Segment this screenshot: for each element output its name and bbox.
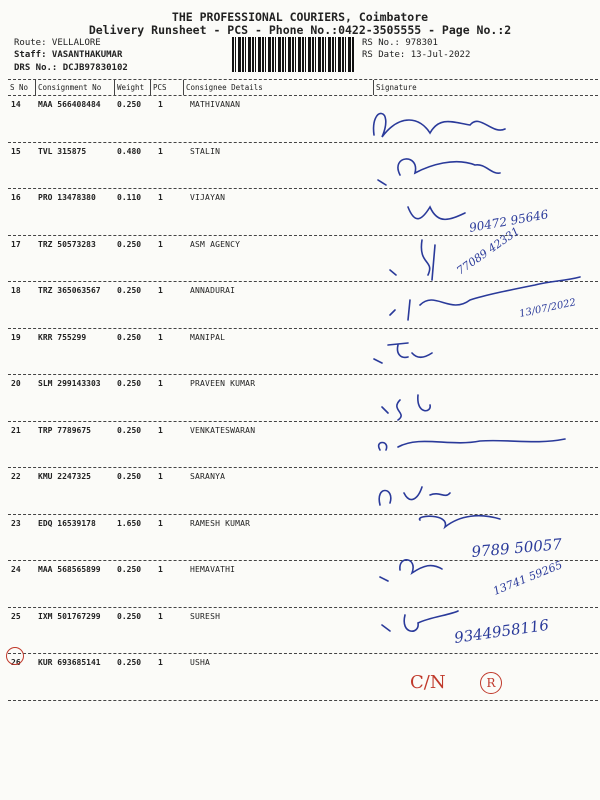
row-sno: 25 <box>11 611 21 621</box>
signature-24 <box>380 560 442 581</box>
row-pcs: 1 <box>158 286 163 295</box>
row-pcs: 1 <box>158 565 163 574</box>
row-sno: 17 <box>11 239 21 249</box>
route-label: Route: VELLALORE <box>14 38 101 48</box>
row-sno: 20 <box>11 379 21 388</box>
row-consignment-no: TRZ 50573283 <box>38 239 96 249</box>
row-consignment-no: IXM 501767299 <box>38 611 101 621</box>
column-divider <box>150 80 151 95</box>
row-weight: 0.250 <box>117 425 142 435</box>
signature-15 <box>378 159 500 185</box>
column-divider <box>373 80 374 95</box>
row-pcs: 1 <box>158 100 163 109</box>
row-pcs: 1 <box>158 518 163 528</box>
row-pcs: 1 <box>158 611 163 621</box>
row-weight: 0.250 <box>117 658 142 667</box>
row-weight: 0.110 <box>117 193 142 202</box>
row-consignment-no: TRP 7789675 <box>38 425 91 435</box>
drs-number: DRS No.: DCJB97830102 <box>14 63 128 73</box>
row-consignment-no: KMU 2247325 <box>38 472 91 481</box>
row-pcs: 1 <box>158 425 163 435</box>
column-divider <box>114 80 115 95</box>
barcode <box>232 37 354 72</box>
row-weight: 0.250 <box>117 611 142 621</box>
table-top-rule <box>8 79 598 80</box>
signature-19 <box>374 343 432 363</box>
row-consignee: ASM AGENCY <box>190 239 241 249</box>
row-consignee: PRAVEEN KUMAR <box>190 379 256 388</box>
col-header-sno: S No <box>10 83 29 92</box>
phone-24: 13741 59265 <box>491 558 565 598</box>
row-consignee: MATHIVANAN <box>190 100 241 109</box>
col-header-weight: Weight <box>117 83 145 92</box>
document-subtitle: Delivery Runsheet - PCS - Phone No.:0422-3505555 - Page No.:2 <box>88 23 512 37</box>
row-weight: 0.480 <box>117 146 142 156</box>
phone-23: 9789 50057 <box>470 535 563 561</box>
row-sno: 18 <box>11 286 21 295</box>
signature-25 <box>382 611 458 631</box>
serial-26-circle-mark <box>6 647 24 665</box>
row-sno: 24 <box>11 565 21 574</box>
row-pcs: 1 <box>158 146 163 156</box>
row-weight: 0.250 <box>117 472 142 481</box>
row-sno: 15 <box>11 146 21 156</box>
row-weight: 0.250 <box>117 100 142 109</box>
row-consignee: RAMESH KUMAR <box>190 518 251 528</box>
col-header-consignment: Consignment No <box>38 83 102 92</box>
row-sno: 16 <box>11 193 21 202</box>
row-consignment-no: EDQ 16539178 <box>38 518 96 528</box>
col-header-consignee: Consignee Details <box>186 83 263 92</box>
col-header-pcs: PCS <box>153 83 167 92</box>
row-pcs: 1 <box>158 193 163 202</box>
column-divider <box>35 80 36 95</box>
row-consignment-no: MAA 568565899 <box>38 565 101 574</box>
signature-22 <box>379 487 450 505</box>
row-consignment-no: SLM 299143303 <box>38 379 101 388</box>
row-consignment-no: TVL 315875 <box>38 146 87 156</box>
row-weight: 0.250 <box>117 565 142 574</box>
row-consignee: HEMAVATHI <box>190 565 236 574</box>
row-consignment-no: PRO 13478380 <box>38 193 96 202</box>
rs-date: RS Date: 13-Jul-2022 <box>362 50 471 60</box>
signature-21 <box>379 439 565 450</box>
phone-16: 90472 95646 <box>468 207 550 235</box>
signature-17 <box>390 240 435 280</box>
signature-18 <box>390 277 580 320</box>
row-pcs: 1 <box>158 332 163 342</box>
row-weight: 0.250 <box>117 239 142 249</box>
row-consignment-no: MAA 566408484 <box>38 100 101 109</box>
phone-25: 9344958116 <box>453 615 551 647</box>
row-pcs: 1 <box>158 658 163 667</box>
row-sno: 21 <box>11 425 21 435</box>
row-weight: 0.250 <box>117 286 142 295</box>
row-consignment-no: TRZ 365063567 <box>38 286 101 295</box>
cn-handwritten-mark: C/N <box>410 672 446 693</box>
handwritten-signatures <box>360 95 600 715</box>
row-consignee: SURESH <box>190 611 221 621</box>
column-divider <box>183 80 184 95</box>
row-weight: 0.250 <box>117 379 142 388</box>
row-sno: 23 <box>11 518 21 528</box>
row-consignment-no: KUR 693685141 <box>38 658 101 667</box>
row-consignee: SARANYA <box>190 472 226 481</box>
row-pcs: 1 <box>158 472 163 481</box>
signature-20 <box>382 395 430 420</box>
signature-23 <box>420 516 500 527</box>
col-header-signature: Signature <box>376 83 417 92</box>
date-18: 13/07/2022 <box>518 297 578 320</box>
row-sno: 19 <box>11 332 21 342</box>
row-weight: 1.650 <box>117 518 142 528</box>
row-consignee: ANNADURAI <box>190 286 236 295</box>
phone-17: 77089 42331 <box>454 224 522 278</box>
row-pcs: 1 <box>158 239 163 249</box>
r-handwritten-mark: R <box>480 672 502 694</box>
row-consignee: VIJAYAN <box>190 193 226 202</box>
row-consignee: VENKATESWARAN <box>190 425 256 435</box>
staff-label: Staff: VASANTHAKUMAR <box>14 50 123 60</box>
row-consignee: USHA <box>190 658 211 667</box>
rs-number: RS No.: 978301 <box>362 38 438 48</box>
signature-14 <box>374 113 505 137</box>
row-sno: 26 <box>11 658 21 667</box>
row-sno: 22 <box>11 472 21 481</box>
row-consignee: STALIN <box>190 146 221 156</box>
row-pcs: 1 <box>158 379 163 388</box>
signature-16 <box>408 207 465 219</box>
document-title: THE PROFESSIONAL COURIERS, Coimbatore <box>171 10 429 24</box>
row-sno: 14 <box>11 100 21 109</box>
row-consignment-no: KRR 755299 <box>38 332 87 342</box>
row-consignee: MANIPAL <box>190 332 226 342</box>
row-weight: 0.250 <box>117 332 142 342</box>
